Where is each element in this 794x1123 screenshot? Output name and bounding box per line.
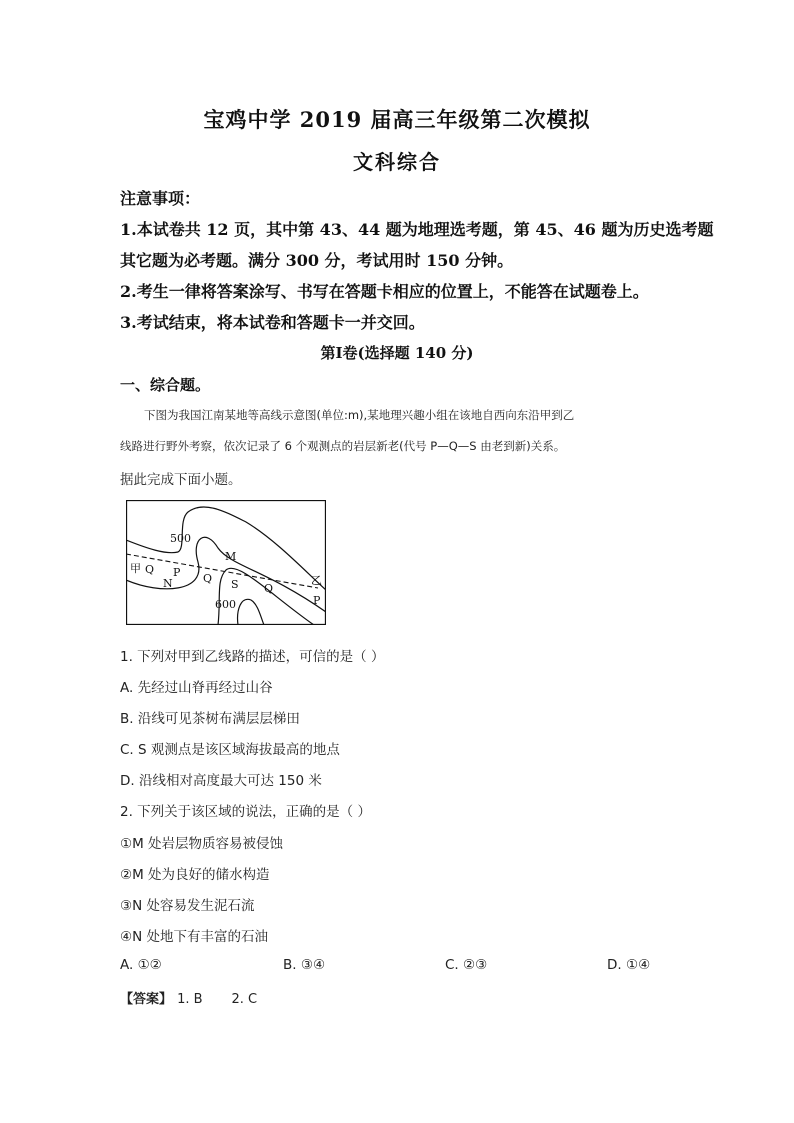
- q2-option-d: D. ①④: [607, 957, 651, 973]
- notice-heading: 注意事项：: [120, 189, 201, 208]
- label-jia: 甲: [130, 562, 141, 575]
- label-q3: Q: [264, 582, 274, 595]
- q2-statement-3: ③N 处容易发生泥石流: [120, 898, 255, 914]
- intro-line-3: 据此完成下面小题。: [120, 472, 242, 488]
- q1-option-b: B. 沿线可见茶树布满层层梯田: [120, 711, 300, 727]
- section-title: 第Ⅰ卷(选择题 140 分): [320, 344, 474, 362]
- route-line: [126, 554, 318, 588]
- label-q1: Q: [145, 563, 155, 576]
- q2-statement-1: ①M 处岩层物质容易被侵蚀: [120, 836, 284, 852]
- answer-tag: 【答案】: [120, 992, 173, 1007]
- contour-map: [126, 500, 326, 625]
- label-p1: P: [173, 566, 181, 579]
- part-heading: 一、综合题。: [120, 376, 211, 394]
- notice-line-2: 2.考生一律将答案涂写、书写在答题卡相应的位置上，不能答在试题卷上。: [120, 282, 649, 301]
- q2-stem: 2. 下列关于该区域的说法，正确的是（ ）: [120, 804, 371, 820]
- answer-values: 1. B 2. C: [177, 992, 258, 1007]
- notice-line-1b: 其它题为必考题。满分 300 分，考试用时 150 分钟。: [120, 251, 514, 270]
- label-m: M: [225, 550, 237, 563]
- answer-line: [120, 988, 257, 1007]
- label-yi: 乙: [311, 574, 322, 587]
- q2-option-c: C. ②③: [445, 957, 488, 973]
- q1-option-a: A. 先经过山脊再经过山谷: [120, 680, 273, 696]
- q2-statement-2: ②M 处为良好的储水构造: [120, 867, 270, 883]
- q1-option-c: C. S 观测点是该区域海拔最高的地点: [120, 742, 340, 758]
- intro-line-1: 下图为我国江南某地等高线示意图(单位:m),某地理兴趣小组在该地自西向东沿甲到乙: [144, 408, 575, 422]
- label-500: 500: [170, 532, 191, 545]
- label-s: S: [231, 578, 239, 591]
- label-600: 600: [215, 598, 236, 611]
- notice-line-3: 3.考试结束，将本试卷和答题卡一并交回。: [120, 313, 425, 332]
- contour-600-inner: [238, 599, 264, 625]
- q2-statement-4: ④N 处地下有丰富的石油: [120, 929, 268, 945]
- label-n: N: [163, 577, 173, 590]
- label-p2: P: [313, 594, 321, 607]
- contour-500: [126, 507, 326, 590]
- q2-option-b: B. ③④: [283, 957, 326, 973]
- label-q2: Q: [203, 572, 213, 585]
- q1-stem: 1. 下列对甲到乙线路的描述，可信的是（ ）: [120, 649, 385, 665]
- notice-line-1a: 1.本试卷共 12 页，其中第 43、44 题为地理选考题，第 45、46 题为历史选考题: [120, 220, 714, 239]
- q1-option-d: D. 沿线相对高度最大可达 150 米: [120, 773, 322, 789]
- page-subtitle: 文科综合: [353, 150, 441, 174]
- page-title: 宝鸡中学 2019 届高三年级第二次模拟: [203, 107, 591, 132]
- intro-line-2: 线路进行野外考察，依次记录了 6 个观测点的岩层新老(代号 P—Q—S 由老到新)关系。: [120, 439, 566, 453]
- q2-option-a: A. ①②: [120, 957, 162, 973]
